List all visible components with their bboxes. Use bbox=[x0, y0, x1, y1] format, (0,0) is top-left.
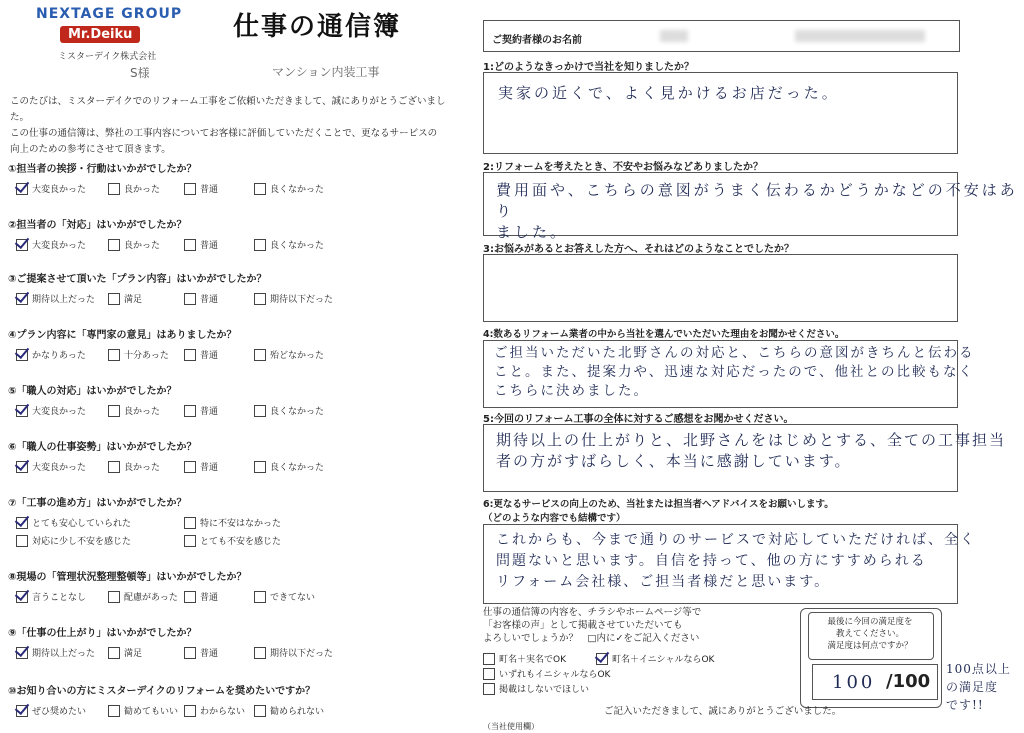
checkbox[interactable] bbox=[16, 535, 28, 547]
checkbox[interactable] bbox=[108, 647, 120, 659]
checkbox[interactable] bbox=[16, 705, 28, 717]
side-note bbox=[946, 660, 1011, 714]
answer-option[interactable] bbox=[16, 182, 86, 195]
option-label: 配慮があった bbox=[124, 593, 178, 603]
checkbox[interactable] bbox=[184, 535, 196, 547]
answer-option[interactable] bbox=[108, 348, 169, 361]
checkbox[interactable] bbox=[596, 653, 608, 665]
checkbox[interactable] bbox=[184, 647, 196, 659]
contract-label: ご契約者様のお名前 bbox=[492, 35, 582, 46]
answer-line: 期待以上の仕上がりと、北野さんをはじめとする、全ての工事担当 bbox=[496, 431, 1007, 449]
answer-option[interactable] bbox=[16, 348, 86, 361]
office-use-label: （当社使用欄） bbox=[483, 722, 539, 731]
question-1: ①担当者の挨拶・行動はいかがでしたか？ bbox=[8, 164, 197, 175]
checkbox[interactable] bbox=[184, 405, 196, 417]
checkbox[interactable] bbox=[254, 405, 266, 417]
score-label-line: 満足度は何点ですか？ bbox=[827, 641, 913, 651]
checkbox[interactable] bbox=[184, 293, 196, 305]
answer-option[interactable] bbox=[254, 238, 324, 251]
answer-option[interactable] bbox=[184, 292, 218, 305]
checkbox[interactable] bbox=[184, 517, 196, 529]
answer-option[interactable] bbox=[108, 460, 160, 473]
checkbox[interactable] bbox=[16, 349, 28, 361]
checkbox[interactable] bbox=[254, 461, 266, 473]
side-note-line: 100点以上 bbox=[946, 662, 1011, 676]
publish-line: 「お客様の声」として掲載させていただいても bbox=[483, 620, 683, 631]
checkbox[interactable] bbox=[254, 647, 266, 659]
checkbox[interactable] bbox=[483, 653, 495, 665]
option-label: 勧めてもいい bbox=[124, 707, 179, 717]
answer-option[interactable] bbox=[108, 646, 142, 659]
question-5: 5:今回のリフォーム工事の全体に対するご感想をお聞かせください。 bbox=[483, 414, 794, 425]
answer-option[interactable] bbox=[254, 460, 324, 473]
question-3: 3:お悩みがあるとお答えした方へ、それはどのようなことでしたか？ bbox=[483, 244, 794, 255]
checkbox[interactable] bbox=[16, 517, 28, 529]
option-label: 掲載はしないでほしい bbox=[499, 685, 590, 695]
score-label-line: 教えてください。 bbox=[835, 629, 904, 639]
checkbox[interactable] bbox=[16, 293, 28, 305]
checkbox[interactable] bbox=[108, 461, 120, 473]
checkbox[interactable] bbox=[16, 405, 28, 417]
checkbox[interactable] bbox=[184, 591, 196, 603]
answer-option[interactable] bbox=[16, 704, 86, 717]
answer-option[interactable] bbox=[108, 590, 178, 603]
answer-option[interactable] bbox=[16, 516, 131, 529]
option-label: 殆どなかった bbox=[270, 351, 325, 361]
answer-6 bbox=[496, 530, 976, 593]
answer-option[interactable] bbox=[184, 182, 218, 195]
page-title: 仕事の通信簿 bbox=[233, 12, 402, 42]
checkbox[interactable] bbox=[483, 683, 495, 695]
answer-option[interactable] bbox=[16, 238, 86, 251]
option-label: 大変良かった bbox=[32, 185, 87, 195]
answer-4 bbox=[494, 344, 975, 401]
answer-option[interactable] bbox=[254, 348, 324, 361]
question-2: ②担当者の「対応」はいかがでしたか？ bbox=[8, 220, 187, 231]
checkbox[interactable] bbox=[254, 183, 266, 195]
answer-5 bbox=[496, 430, 1006, 472]
question-10: ⑩お知り合いの方にミスターデイクのリフォームを奨めたいですか？ bbox=[8, 686, 316, 697]
answer-line: 費用面や、こちらの意図がうまく伝わるかどうかなどの不安はあり bbox=[496, 181, 1018, 220]
option-label: 期待以上だった bbox=[32, 649, 96, 659]
answer-option[interactable] bbox=[108, 704, 178, 717]
score-max: /100 bbox=[886, 671, 931, 692]
option-label: 良くなかった bbox=[270, 241, 325, 251]
question-9: ⑨「仕事の仕上がり」はいかがでしたか？ bbox=[8, 628, 197, 639]
answer-option[interactable] bbox=[184, 704, 245, 717]
answer-option[interactable] bbox=[254, 646, 333, 659]
checkbox[interactable] bbox=[184, 705, 196, 717]
question-4: 4:数あるリフォーム業者の中から当社を選んでいただいた理由をお聞かせください。 bbox=[483, 329, 845, 340]
option-label: 大変良かった bbox=[32, 463, 87, 473]
answer-option[interactable] bbox=[16, 646, 95, 659]
answer-option[interactable] bbox=[108, 238, 160, 251]
customer-name: S様 bbox=[130, 66, 150, 80]
answer-line: こちらに決めました。 bbox=[494, 383, 649, 399]
question-2: 2:リフォームを考えたとき、不安やお悩みなどありましたか？ bbox=[483, 162, 764, 173]
publish-line: よろしいでしょうか？ □内に✓をご記入ください bbox=[483, 633, 700, 644]
answer-option[interactable] bbox=[108, 182, 160, 195]
side-note-line: の満足度 bbox=[946, 680, 999, 694]
answer-option[interactable] bbox=[184, 534, 281, 547]
intro-line: 向上のための参考にさせて頂きます。 bbox=[10, 144, 171, 155]
publish-line: 仕事の通信簿の内容を、チラシやホームページ等で bbox=[483, 607, 702, 618]
answer-option[interactable] bbox=[16, 404, 86, 417]
answer-2 bbox=[496, 180, 1024, 243]
option-label: 良かった bbox=[124, 185, 161, 195]
score-label-line: 最後に今回の満足度を bbox=[827, 617, 913, 627]
option-label: 普通 bbox=[200, 295, 219, 305]
option-label: いずれもイニシャルならOK bbox=[499, 670, 611, 680]
answer-option[interactable] bbox=[184, 404, 218, 417]
checkbox[interactable] bbox=[254, 591, 266, 603]
answer-line: これからも、今まで通りのサービスで対応していただければ、全く bbox=[496, 532, 976, 548]
option-label: 言うことなし bbox=[32, 593, 87, 603]
answer-option[interactable] bbox=[254, 404, 324, 417]
answer-option[interactable] bbox=[254, 182, 324, 195]
answer-line: ました。 bbox=[496, 223, 569, 241]
answer-option[interactable] bbox=[184, 590, 218, 603]
intro-line: この仕事の通信簿は、弊社の工事内容についてお客様に評価していただくことで、更なるサービスの bbox=[10, 128, 438, 139]
option-label: 普通 bbox=[200, 407, 219, 417]
answer-line: こと。また、提案力や、迅速な対応だったので、他社との比較もなく bbox=[494, 364, 974, 380]
answer-option[interactable] bbox=[16, 590, 86, 603]
option-label: 普通 bbox=[200, 593, 219, 603]
thanks-text: ご記入いただきまして、誠にありがとうございました。 bbox=[604, 706, 842, 717]
question-6: 6:更なるサービスの向上のため、当社または担当者へアドバイスをお願いします。 bbox=[483, 499, 834, 510]
answer-line: 問題ないと思います。自信を持って、他の方にすすめられる bbox=[496, 553, 927, 569]
option-label: とても不安を感じた bbox=[200, 537, 282, 547]
score-value: 100 bbox=[832, 672, 876, 693]
option-label: 大変良かった bbox=[32, 407, 87, 417]
option-label: 対応に少し不安を感じた bbox=[32, 537, 132, 547]
checkbox[interactable] bbox=[16, 183, 28, 195]
checkbox[interactable] bbox=[108, 591, 120, 603]
answer-option[interactable] bbox=[184, 238, 218, 251]
option-label: 良かった bbox=[124, 463, 161, 473]
answer-option[interactable] bbox=[184, 348, 218, 361]
option-label: 普通 bbox=[200, 185, 219, 195]
question-5: ⑤「職人の対応」はいかがでしたか？ bbox=[8, 386, 177, 397]
question-6-sub: （どのような内容でも結構です） bbox=[483, 513, 626, 524]
answer-option[interactable] bbox=[254, 704, 324, 717]
checkbox[interactable] bbox=[16, 239, 28, 251]
question-4: ④プラン内容に「専門家の意見」はありましたか？ bbox=[8, 330, 237, 341]
option-label: ぜひ奨めたい bbox=[32, 707, 87, 717]
answer-line: リフォーム会社様、ご担当者様だと思います。 bbox=[496, 574, 831, 590]
company-name: ミスターデイク株式会社 bbox=[58, 52, 157, 62]
checkbox[interactable] bbox=[16, 461, 28, 473]
company-logo: Mr.Deiku bbox=[60, 26, 140, 43]
checkbox[interactable] bbox=[108, 405, 120, 417]
option-label: 町名＋実名でOK bbox=[499, 655, 566, 665]
checkbox[interactable] bbox=[254, 293, 266, 305]
checkbox[interactable] bbox=[184, 239, 196, 251]
checkbox[interactable] bbox=[108, 349, 120, 361]
answer-option[interactable] bbox=[184, 460, 218, 473]
option-label: 町名＋イニシャルならOK bbox=[612, 655, 715, 665]
checkbox[interactable] bbox=[483, 668, 495, 680]
answer-3-box bbox=[483, 254, 958, 322]
checkbox[interactable] bbox=[184, 461, 196, 473]
side-note-line: です!! bbox=[946, 698, 984, 712]
answer-option[interactable] bbox=[16, 292, 95, 305]
option-label: 普通 bbox=[200, 649, 219, 659]
answer-option[interactable] bbox=[254, 590, 315, 603]
option-label: 満足 bbox=[124, 295, 143, 305]
brand-logo: NEXTAGE GROUP bbox=[36, 6, 183, 22]
checkbox[interactable] bbox=[108, 705, 120, 717]
option-label: 期待以下だった bbox=[270, 295, 334, 305]
checkbox[interactable] bbox=[16, 591, 28, 603]
checkbox[interactable] bbox=[16, 647, 28, 659]
option-label: 良くなかった bbox=[270, 185, 325, 195]
checkbox[interactable] bbox=[254, 239, 266, 251]
option-label: 普通 bbox=[200, 463, 219, 473]
answer-line: 者の方がすばらしく、本当に感謝しています。 bbox=[496, 452, 852, 470]
option-label: 良かった bbox=[124, 241, 161, 251]
answer-option[interactable] bbox=[184, 646, 218, 659]
option-label: 勧められない bbox=[270, 707, 325, 717]
checkbox[interactable] bbox=[108, 293, 120, 305]
question-7: ⑦「工事の進め方」はいかがでしたか？ bbox=[8, 498, 187, 509]
option-label: 大変良かった bbox=[32, 241, 87, 251]
checkbox[interactable] bbox=[184, 183, 196, 195]
option-label: 満足 bbox=[124, 649, 143, 659]
option-label: 期待以下だった bbox=[270, 649, 334, 659]
option-label: 普通 bbox=[200, 351, 219, 361]
option-label: 良くなかった bbox=[270, 407, 325, 417]
answer-option[interactable] bbox=[254, 292, 333, 305]
publish-option[interactable] bbox=[483, 682, 589, 695]
score-label bbox=[812, 616, 928, 652]
answer-option[interactable] bbox=[16, 460, 86, 473]
publish-option[interactable] bbox=[483, 667, 610, 680]
option-label: 期待以上だった bbox=[32, 295, 96, 305]
option-label: できてない bbox=[270, 593, 316, 603]
question-3: ③ご提案させて頂いた「プラン内容」はいかがでしたか？ bbox=[8, 274, 267, 285]
checkbox[interactable] bbox=[108, 183, 120, 195]
option-label: 特に不安はなかった bbox=[200, 519, 282, 529]
question-6: ⑥「職人の仕事姿勢」はいかがでしたか？ bbox=[8, 442, 197, 453]
answer-option[interactable] bbox=[184, 516, 281, 529]
option-label: 良くなかった bbox=[270, 463, 325, 473]
answer-option[interactable] bbox=[16, 534, 131, 547]
checkbox[interactable] bbox=[254, 705, 266, 717]
checkbox[interactable] bbox=[184, 349, 196, 361]
question-8: ⑧現場の「管理状況整理整頓等」はいかがでしたか？ bbox=[8, 572, 247, 583]
answer-line: ご担当いただいた北野さんの対応と、こちらの意図がきちんと伝わる bbox=[494, 345, 975, 361]
project-name: マンション内装工事 bbox=[272, 65, 380, 79]
option-label: とても安心していられた bbox=[32, 519, 132, 529]
intro-text bbox=[10, 94, 450, 158]
option-label: かなりあった bbox=[32, 351, 86, 361]
answer-option[interactable] bbox=[108, 292, 142, 305]
publish-option[interactable] bbox=[596, 652, 714, 665]
option-label: 良かった bbox=[124, 407, 161, 417]
checkbox[interactable] bbox=[254, 349, 266, 361]
intro-line: このたびは、ミスターデイクでのリフォーム工事をご依頼いただきまして、誠にありがとうございました。 bbox=[10, 96, 446, 123]
publish-question bbox=[483, 606, 701, 645]
option-label: 十分あった bbox=[124, 351, 169, 361]
publish-option[interactable] bbox=[483, 652, 566, 665]
answer-1: 実家の近くで、よく見かけるお店だった。 bbox=[498, 84, 840, 102]
checkbox[interactable] bbox=[108, 239, 120, 251]
answer-option[interactable] bbox=[108, 404, 160, 417]
option-label: 普通 bbox=[200, 241, 219, 251]
option-label: わからない bbox=[200, 707, 246, 717]
question-1: 1:どのようなきっかけで当社を知りましたか？ bbox=[483, 62, 694, 73]
